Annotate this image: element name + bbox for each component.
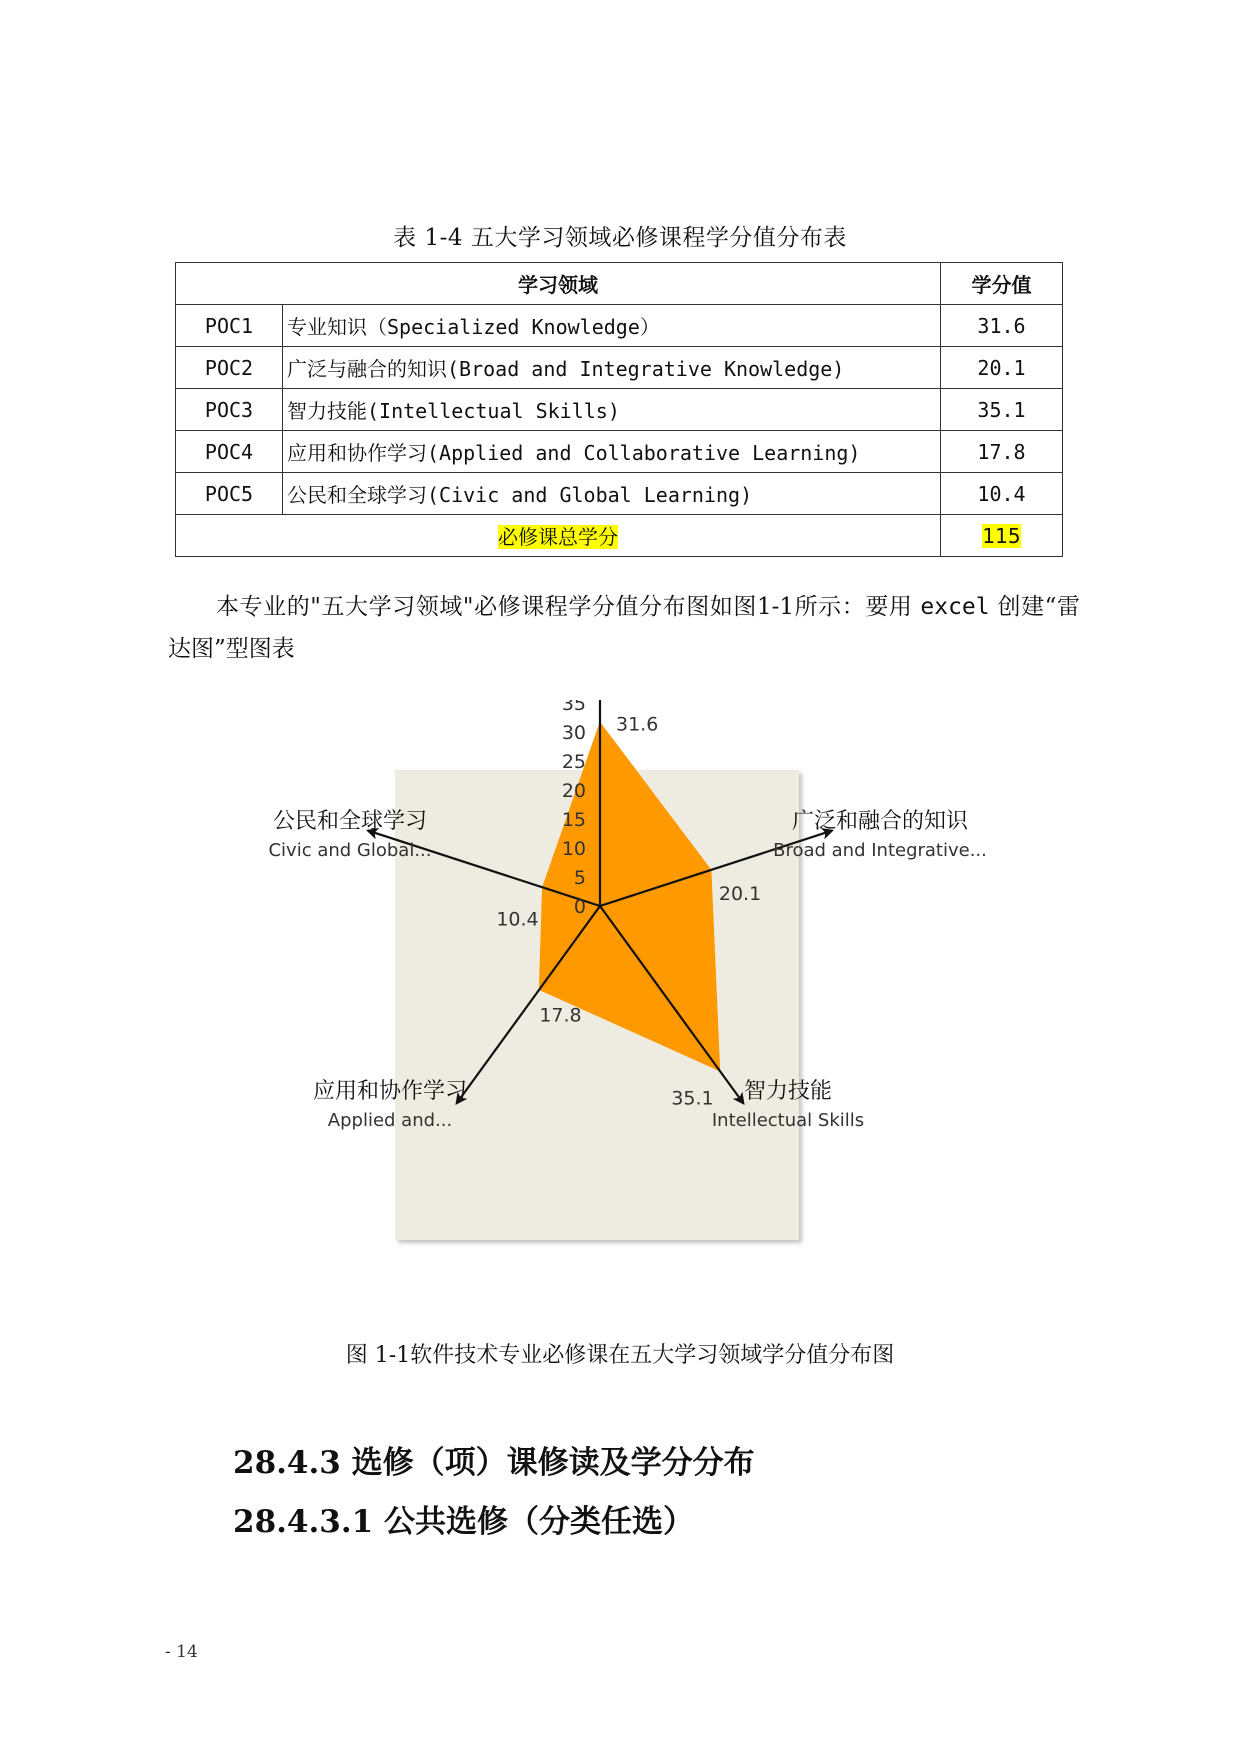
row-code: POC1	[176, 305, 283, 347]
row-credit: 31.6	[941, 305, 1063, 347]
row-credit: 10.4	[941, 473, 1063, 515]
radar-axis-label-en: Intellectual Skills	[711, 1110, 865, 1131]
credit-table	[175, 262, 1063, 557]
radar-value-label: 31.6	[616, 713, 659, 736]
radar-axis-label-en: Broad and Integrative...	[773, 840, 987, 861]
radar-axis-label-cn: 智力技能	[743, 1079, 833, 1104]
header-domain: 学习领域	[176, 263, 941, 305]
paragraph-text-1: 本专业的"五大学习领域"必修课程学分值分布图如图1-1所示：要用	[216, 594, 921, 620]
row-code: POC5	[176, 473, 283, 515]
figure-caption: 图 1-1软件技术专业必修课在五大学习领域学分值分布图	[345, 1343, 895, 1368]
total-value: 115	[982, 523, 1021, 548]
table-total-row	[176, 515, 1063, 557]
row-credit: 17.8	[941, 431, 1063, 473]
radar-tick-label: 20	[561, 780, 586, 802]
section-heading-28-4-3-1: 28.4.3.1 公共选修（分类任选）	[233, 1504, 695, 1540]
body-paragraph	[168, 586, 1080, 670]
table-caption: 表 1-4 五大学习领域必修课程学分值分布表	[393, 225, 847, 251]
table-row	[176, 305, 1063, 347]
radar-axis-label-cn: 广泛和融合的知识	[791, 809, 969, 834]
row-domain: 广泛与融合的知识(Broad and Integrative Knowledge)	[283, 347, 941, 389]
page-number: - 14	[165, 1642, 198, 1662]
radar-axis-label-cn: 公民和全球学习	[272, 809, 428, 834]
radar-axis-label-en: Civic and Global...	[268, 840, 432, 861]
header-credit: 学分值	[941, 263, 1063, 305]
table-row	[176, 431, 1063, 473]
table-row	[176, 473, 1063, 515]
radar-chart-svg	[240, 700, 1040, 1290]
radar-value-label: 17.8	[539, 1004, 582, 1027]
row-code: POC2	[176, 347, 283, 389]
radar-value-label: 20.1	[718, 882, 762, 905]
row-code: POC4	[176, 431, 283, 473]
radar-tick-label: 5	[573, 867, 586, 889]
table-row	[176, 389, 1063, 431]
row-credit: 20.1	[941, 347, 1063, 389]
total-label: 必修课总学分	[498, 525, 618, 549]
row-code: POC3	[176, 389, 283, 431]
paragraph-text-2: 创建“雷达图”型图表	[168, 594, 1080, 662]
row-domain: 公民和全球学习(Civic and Global Learning)	[283, 473, 941, 515]
radar-tick-label: 15	[561, 809, 586, 831]
radar-tick-label: 0	[573, 896, 586, 918]
radar-value-label: 35.1	[671, 1087, 714, 1110]
radar-chart	[240, 700, 1040, 1290]
row-domain: 专业知识（Specialized Knowledge）	[283, 305, 941, 347]
radar-axis-label-cn: 应用和协作学习	[312, 1079, 468, 1104]
table-row	[176, 347, 1063, 389]
radar-tick-label: 30	[561, 722, 586, 744]
paragraph-text-excel: excel	[920, 594, 990, 620]
radar-axis-label-en: Applied and...	[327, 1110, 453, 1131]
row-domain: 智力技能(Intellectual Skills)	[283, 389, 941, 431]
row-credit: 35.1	[941, 389, 1063, 431]
radar-tick-label: 10	[561, 838, 586, 860]
row-domain: 应用和协作学习(Applied and Collaborative Learning)	[283, 431, 941, 473]
table-header-row	[176, 263, 1063, 305]
radar-tick-label: 25	[561, 751, 586, 773]
radar-value-label: 10.4	[496, 908, 539, 931]
section-heading-28-4-3: 28.4.3 选修（项）课修读及学分分布	[233, 1445, 755, 1481]
radar-tick-label: 35	[561, 700, 586, 715]
